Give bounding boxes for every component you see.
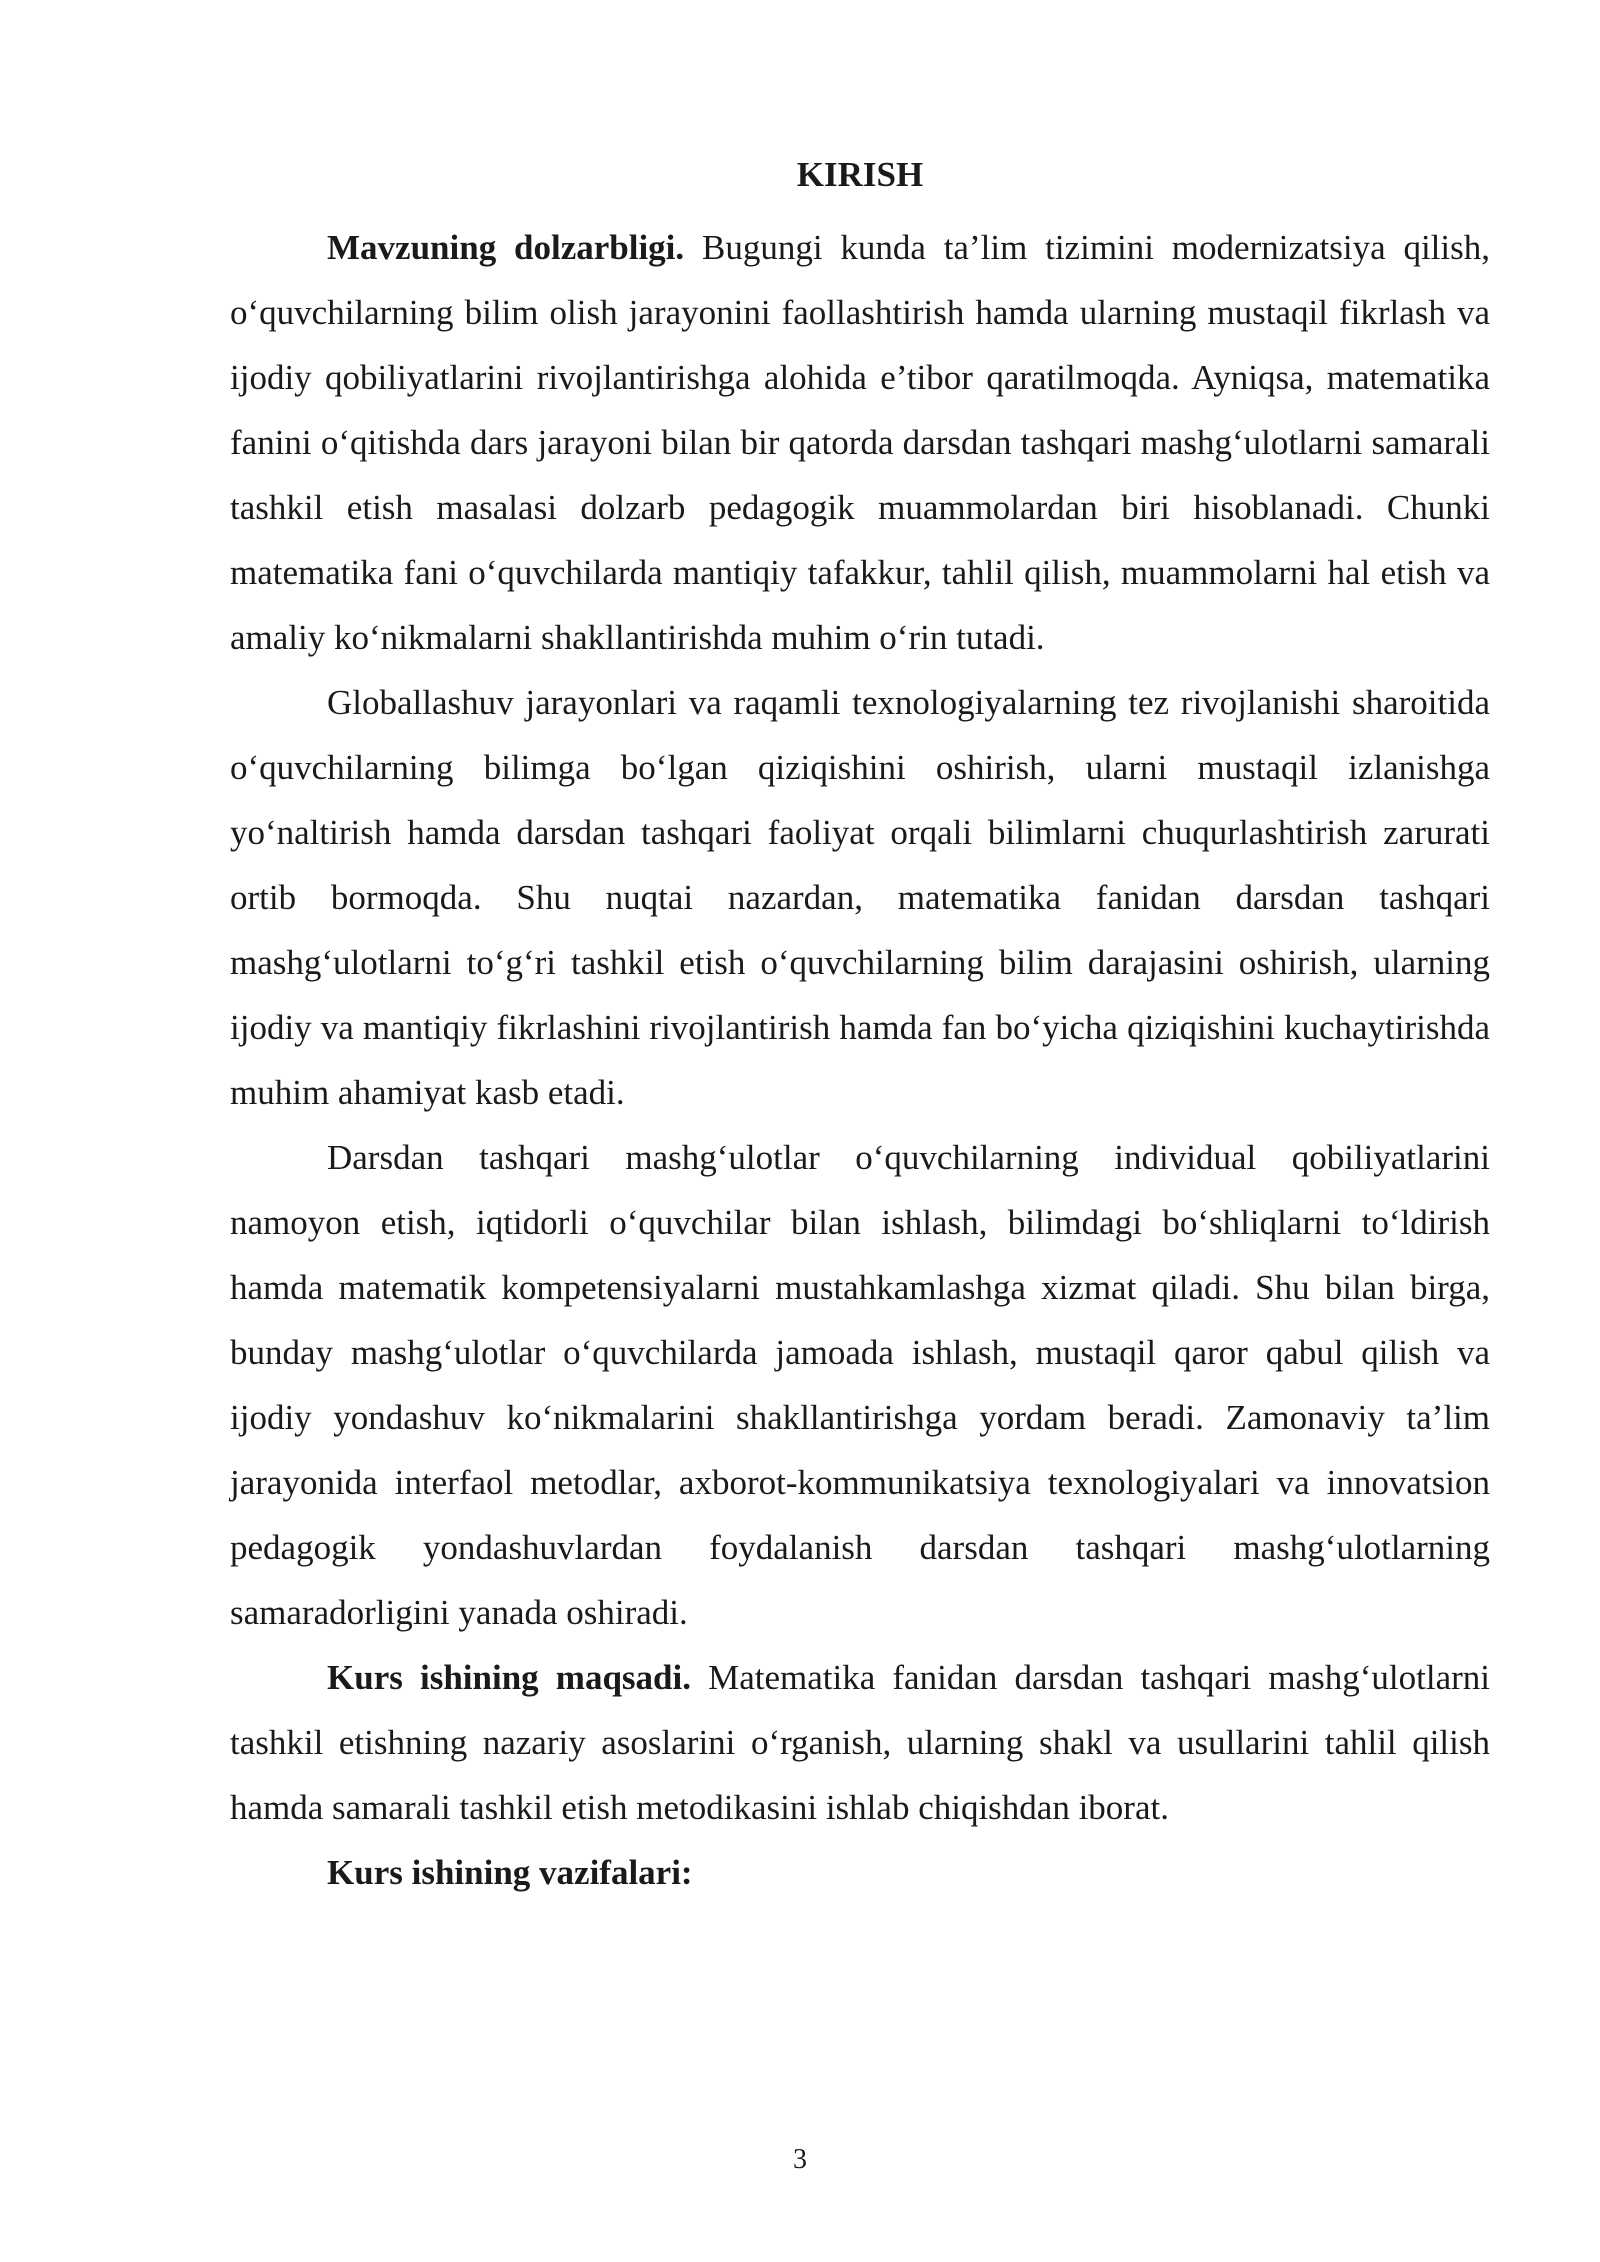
paragraph-text: Globallashuv jarayonlari va raqamli texnologiyalarning tez rivojlanishi sharoitida o‘quvchilarning bilimga bo‘lgan qiziqishini oshirish, ularni mustaqil izlanishga yo‘naltirish hamda darsdan tashqari faoliyat orqali bilimlarni chuqurlashtirish zarurati ortib bormoqda. Shu nuqtai nazardan, matematika fanidan darsdan tashqari mashg‘ulotlarni to‘g‘ri tashkil etish o‘quvchilarning bilim darajasini oshirish, ularning ijodiy va mantiqiy fikrlashini rivojlantirish hamda fan bo‘yicha qiziqishini kuchaytirishda muhim ahamiyat kasb etadi. (230, 683, 1490, 1112)
document-page (230, 150, 1490, 1905)
page-number: 3 (793, 2144, 807, 2175)
tasks-heading: Kurs ishining vazifalari: (327, 1853, 693, 1892)
paragraph-lead: Mavzuning dolzarbligi. (327, 228, 685, 267)
paragraph-goal (230, 1645, 1490, 1840)
paragraph-globalization (230, 670, 1490, 1125)
paragraph-text: Darsdan tashqari mashg‘ulotlar o‘quvchilarning individual qobiliyatlarini namoyon etish, iqtidorli o‘quvchilar bilan ishlash, bilimdagi bo‘shliqlarni to‘ldirish hamda matematik kompetensiyalarni mustahkamlashga xizmat qiladi. Shu bilan birga, bunday mashg‘ulotlar o‘quvchilarda jamoada ishlash, mustaqil qaror qabul qilish va ijodiy yondashuv ko‘nikmalarini shakllantirishga yordam beradi. Zamonaviy ta’lim jarayonida interfaol metodlar, axborot-kommunikatsiya texnologiyalari va innovatsion pedagogik yondashuvlardan foydalanish darsdan tashqari mashg‘ulotlarning samaradorligini yanada oshiradi. (230, 1138, 1490, 1632)
paragraph-relevance (230, 215, 1490, 670)
paragraph-lead: Kurs ishining maqsadi. (327, 1658, 691, 1697)
paragraph-text: Bugungi kunda ta’lim tizimini modernizatsiya qilish, o‘quvchilarning bilim olish jarayonini faollashtirish hamda ularning mustaqil fikrlash va ijodiy qobiliyatlarini rivojlantirishga alohida e’tibor qaratilmoqda. Ayniqsa, matematika fanini o‘qitishda dars jarayoni bilan bir qatorda darsdan tashqari mashg‘ulotlarni samarali tashkil etish masalasi dolzarb pedagogik muammolardan biri hisoblanadi. Chunki matematika fani o‘quvchilarda mantiqiy tafakkur, tahlil qilish, muammolarni hal etish va amaliy ko‘nikmalarni shakllantirishda muhim o‘rin tutadi. (230, 228, 1490, 657)
paragraph-extracurricular (230, 1125, 1490, 1645)
page-title: KIRISH (796, 155, 924, 194)
paragraph-text: Matematika fanidan darsdan tashqari mashg‘ulotlarni tashkil etishning nazariy asoslarini o‘rganish, ularning shakl va usullarini tahlil qilish hamda samarali tashkil etish metodikasini ishlab chiqishdan iborat. (230, 1658, 1490, 1827)
